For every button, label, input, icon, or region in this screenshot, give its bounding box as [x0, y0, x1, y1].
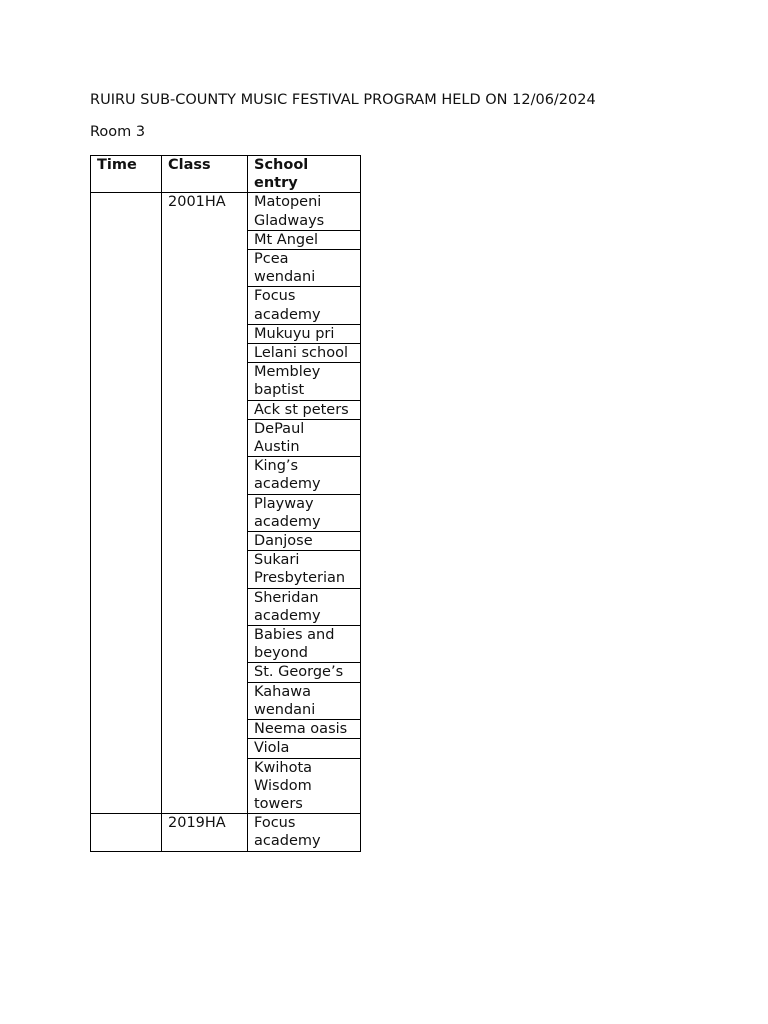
school-entry-cell: Neema oasis	[248, 720, 361, 739]
header-time: Time	[91, 156, 162, 193]
time-cell	[91, 814, 162, 851]
school-entry-cell: Lelani school	[248, 344, 361, 363]
header-school-entry: School entry	[248, 156, 361, 193]
school-entry-cell: Babies and beyond	[248, 626, 361, 663]
school-entry-cell: Kwihota Wisdom towers	[248, 758, 361, 814]
school-entry-cell: Sheridan academy	[248, 588, 361, 625]
school-entry-cell: Pcea wendani	[248, 250, 361, 287]
school-entry-cell: Viola	[248, 739, 361, 758]
table-row	[91, 193, 361, 230]
class-cell: 2019HA	[162, 814, 248, 851]
program-table-body	[91, 193, 361, 851]
school-entry-cell: Membley baptist	[248, 363, 361, 400]
school-entry-cell: Mukuyu pri	[248, 324, 361, 343]
school-entry-cell: Danjose	[248, 532, 361, 551]
room-label: Room 3	[90, 124, 146, 140]
program-table	[90, 155, 361, 852]
document-title: RUIRU SUB-COUNTY MUSIC FESTIVAL PROGRAM HELD ON 12/06/2024	[90, 92, 596, 108]
table-row	[91, 814, 361, 851]
class-cell: 2001HA	[162, 193, 248, 814]
school-entry-cell: DePaul Austin	[248, 419, 361, 456]
header-class: Class	[162, 156, 248, 193]
school-entry-cell: Matopeni Gladways	[248, 193, 361, 230]
school-entry-cell: King’s academy	[248, 457, 361, 494]
time-cell	[91, 193, 162, 814]
school-entry-cell: Focus academy	[248, 287, 361, 324]
school-entry-cell: Ack st peters	[248, 400, 361, 419]
school-entry-cell: Focus academy	[248, 814, 361, 851]
school-entry-cell: Playway academy	[248, 494, 361, 531]
school-entry-cell: Mt Angel	[248, 230, 361, 249]
school-entry-cell: Sukari Presbyterian	[248, 551, 361, 588]
school-entry-cell: St. George’s	[248, 663, 361, 682]
table-header-row	[91, 156, 361, 193]
school-entry-cell: Kahawa wendani	[248, 682, 361, 719]
